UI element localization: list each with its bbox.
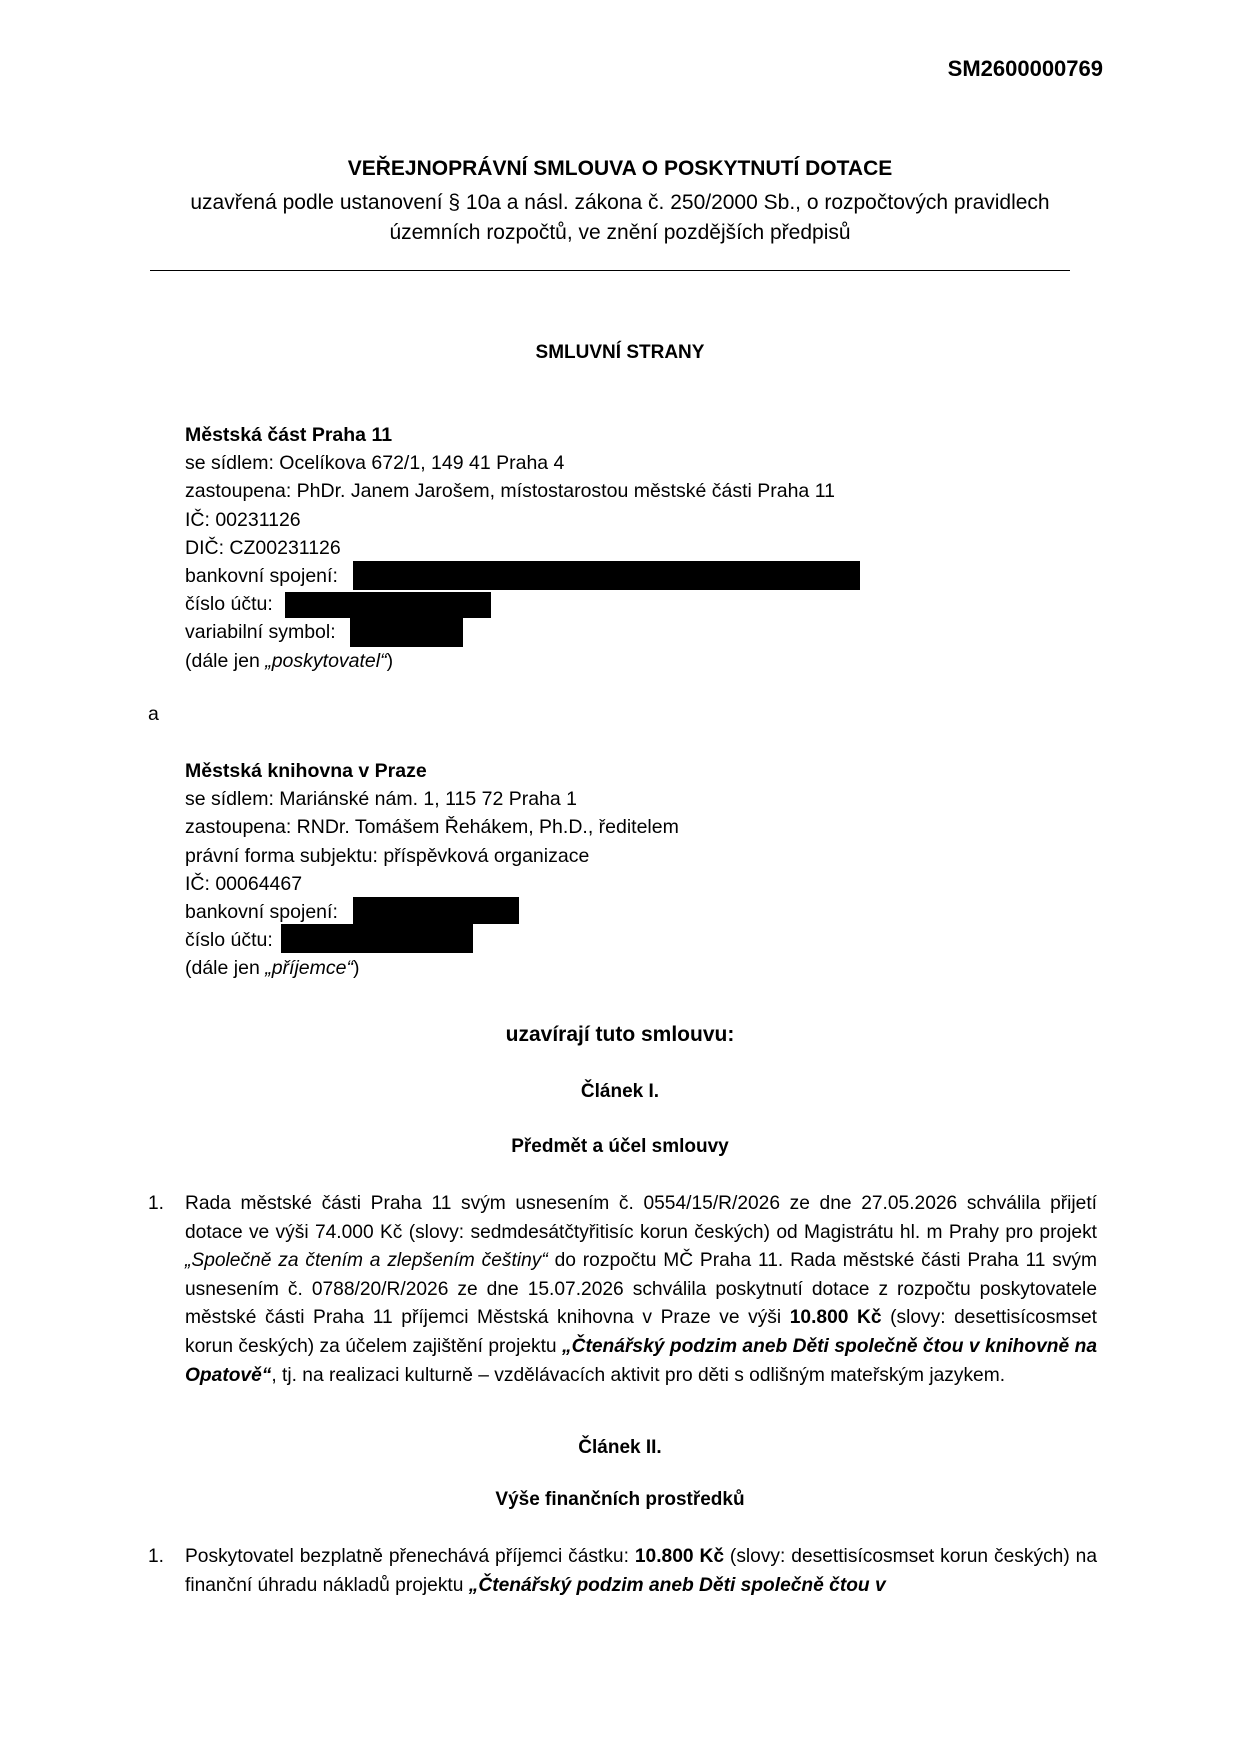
article-1-text: do rozpočtu MČ Praha 11. Rada městské části Praha 11 svým usnesením č. 0788/20/R/2026 ze dne 15.07.2026 schválila poskytnutí dotace z rozpočtu poskytovatele městské části Praha 11 příjemci Městská knihovna v Praze ve výši: [185, 1250, 1097, 1329]
provider-alias-suffix: ): [386, 649, 394, 672]
contract-title: VEŘEJNOPRÁVNÍ SMLOUVA O POSKYTNUTÍ DOTACE: [347, 157, 893, 180]
provider-dic: DIČ: CZ00231126: [185, 536, 341, 559]
provider-vs-label: variabilní symbol:: [185, 621, 336, 644]
provider-block: [185, 421, 835, 675]
recipient-alias: „příjemce“: [265, 957, 353, 980]
provider-represented: zastoupena: PhDr. Janem Jarošem, místostarostou městské části Praha 11: [185, 480, 835, 503]
contract-subtitle: [0, 188, 1240, 248]
provider-alias-prefix: (dále jen: [185, 649, 266, 672]
article-2-paragraph: [185, 1543, 1097, 1600]
provider-bank: [185, 562, 835, 590]
redaction-bar: [350, 618, 463, 647]
article-1-subheading: Předmět a účel smlouvy: [511, 1136, 729, 1157]
recipient-alias: [185, 954, 679, 982]
article-1-text: Rada městské části Praha 11 svým usnesením č. 0554/15/R/2026 ze dne 27.05.2026 schválila přijetí dotace ve výši 74.000 Kč (slovy: sedmdesátčtyřitisíc korun českých) od Magistrátu hl. m Prahy pro projekt: [185, 1193, 1097, 1243]
article-2-subheading: Výše finančních prostředků: [495, 1489, 745, 1510]
article-2-heading: Článek II.: [578, 1437, 662, 1458]
redaction-bar: [281, 924, 473, 953]
conclude-heading: uzavírají tuto smlouvu:: [505, 1023, 735, 1046]
subsidy-amount: 10.800 Kč: [634, 1546, 724, 1567]
recipient-block: [185, 757, 679, 983]
redaction-bar: [353, 897, 519, 924]
and-word: a: [148, 703, 159, 725]
article-2-text: (slovy: desettisícosmset korun českých) na finanční úhradu nákladů projektu: [185, 1546, 1097, 1596]
recipient-bank-label: bankovní spojení:: [185, 901, 338, 924]
provider-ic: IČ: 00231126: [185, 508, 301, 531]
subtitle-line-1: uzavřená podle ustanovení § 10a a násl. zákona č. 250/2000 Sb., o rozpočtových pravidlech: [190, 191, 1050, 214]
recipient-account-label: číslo účtu:: [185, 929, 273, 952]
recipient-represented: zastoupena: RNDr. Tomášem Řehákem, Ph.D., ředitelem: [185, 816, 679, 839]
project-name-city: „Společně za čtením a zlepšením češtiny“: [185, 1250, 548, 1272]
article-1-heading: Článek I.: [580, 1081, 660, 1102]
redaction-bar: [353, 561, 860, 590]
provider-alias: [185, 647, 835, 675]
provider-vs: [185, 618, 835, 646]
provider-account-label: číslo účtu:: [185, 593, 273, 616]
project-name: „Čtenářský podzim aneb Děti společně čtou v knihovně na Opatově“: [185, 1335, 1098, 1386]
document-id: SM2600000769: [947, 56, 1103, 81]
recipient-bank: [185, 898, 679, 926]
recipient-account: [185, 926, 679, 954]
redaction-bar: [285, 592, 491, 618]
provider-name: Městská část Praha 11: [185, 424, 393, 446]
provider-bank-label: bankovní spojení:: [185, 565, 338, 588]
recipient-legal-form: právní forma subjektu: příspěvková organizace: [185, 844, 590, 867]
title-divider: [150, 270, 1070, 271]
article-2-item-number: 1.: [148, 1546, 165, 1567]
recipient-alias-suffix: ): [352, 957, 360, 980]
subsidy-amount: 10.800 Kč: [789, 1307, 882, 1329]
article-1-text: (slovy: desettisícosmset korun českých) za účelem zajištění projektu: [185, 1307, 1098, 1357]
parties-heading: SMLUVNÍ STRANY: [535, 342, 705, 363]
recipient-seat: se sídlem: Mariánské nám. 1, 115 72 Praha 1: [185, 788, 578, 811]
recipient-alias-prefix: (dále jen: [185, 957, 266, 980]
project-name: „Čtenářský podzim aneb Děti společně čtou v: [468, 1574, 886, 1596]
subtitle-line-2: územních rozpočtů, ve znění pozdějších předpisů: [389, 221, 851, 244]
article-1-text: , tj. na realizaci kulturně – vzdělávacích aktivit pro děti s odlišným mateřským jazykem.: [271, 1364, 1006, 1386]
recipient-ic: IČ: 00064467: [185, 872, 303, 895]
provider-alias: „poskytovatel“: [265, 649, 387, 672]
article-1-item-number: 1.: [148, 1193, 165, 1214]
recipient-name: Městská knihovna v Praze: [185, 760, 427, 782]
article-1-paragraph: [185, 1190, 1097, 1390]
provider-account: [185, 590, 835, 618]
article-2-text: Poskytovatel bezplatně přenechává příjemci částku:: [185, 1546, 635, 1567]
provider-seat: se sídlem: Ocelíkova 672/1, 149 41 Praha 4: [185, 452, 565, 475]
